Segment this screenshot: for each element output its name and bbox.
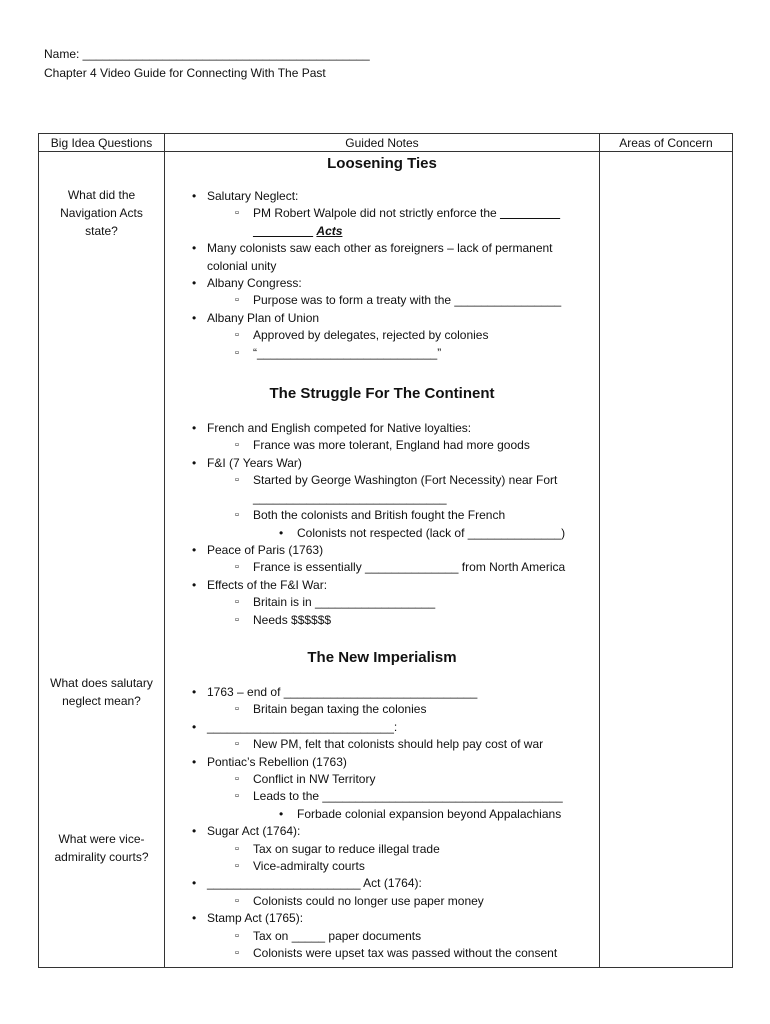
list-item: ▫ Tax on _____ paper documents — [165, 928, 599, 945]
list-item: ▫ Approved by delegates, rejected by colonies — [165, 327, 599, 344]
questions-column — [39, 152, 164, 964]
document-title: Chapter 4 Video Guide for Connecting With The Past — [44, 66, 326, 80]
list-item: • Stamp Act (1765): — [165, 910, 599, 927]
list-item: ▫ France is essentially ______________ from North America — [165, 559, 599, 576]
fill-blank[interactable]: _________ — [500, 206, 561, 221]
list-item: ▫ Vice-admiralty courts — [165, 858, 599, 875]
list-item: ▫ Britain began taxing the colonies — [165, 701, 599, 718]
fill-blank[interactable]: _________ — [253, 223, 314, 238]
list-item: ▫ Started by George Washington (Fort Necessity) near Fort — [165, 472, 599, 489]
name-field[interactable]: Name: ___________________________________________ — [44, 47, 370, 61]
list-item: • Many colonists saw each other as foreigners – lack of permanent — [165, 240, 599, 257]
list-item: • _______________________ Act (1764): — [165, 875, 599, 892]
list-item-text: PM Robert Walpole did not strictly enforce the — [253, 206, 497, 221]
section-title: The Struggle For The Continent — [269, 385, 495, 403]
list-item: ▫ “___________________________” — [165, 345, 599, 362]
list-item: • Sugar Act (1764): — [165, 823, 599, 840]
list-item: ▫ Colonists could no longer use paper money — [165, 893, 599, 910]
list-item: ▫ Purpose was to form a treaty with the ________________ — [165, 292, 599, 309]
list-item — [165, 223, 599, 240]
list-item: • Salutary Neglect: — [165, 188, 599, 205]
list-item: • Pontiac’s Rebellion (1763) — [165, 754, 599, 771]
list-item: • Colonists not respected (lack of ______________) — [165, 525, 599, 542]
areas-of-concern-cell[interactable] — [600, 152, 733, 968]
section-list — [165, 684, 599, 963]
list-item: ▫ Needs $$$$$$ — [165, 612, 599, 629]
section-list — [165, 420, 599, 629]
list-item: • Peace of Paris (1763) — [165, 542, 599, 559]
section-list — [165, 188, 599, 362]
list-item: ▫ New PM, felt that colonists should help pay cost of war — [165, 736, 599, 753]
list-item: ▫ Britain is in __________________ — [165, 594, 599, 611]
list-item: ▫ Tax on sugar to reduce illegal trade — [165, 841, 599, 858]
list-item: • Albany Congress: — [165, 275, 599, 292]
question-salutary-neglect: What does salutary neglect mean? — [50, 676, 153, 708]
list-item: colonial unity — [207, 258, 277, 273]
video-guide-table — [38, 133, 733, 968]
list-item: ▫ Colonists were upset tax was passed without the consent — [165, 945, 599, 962]
list-item: ▫ Leads to the ____________________________________ — [165, 788, 599, 805]
guided-notes-column — [165, 155, 599, 967]
list-item: ▫ Both the colonists and British fought the French — [165, 507, 599, 524]
question-vice-admiralty: What were vice-admirality courts? — [54, 832, 149, 864]
list-item: • Effects of the F&I War: — [165, 577, 599, 594]
section-title: The New Imperialism — [307, 648, 457, 666]
list-item: ▫ France was more tolerant, England had more goods — [165, 437, 599, 454]
col-header-notes: Guided Notes — [165, 134, 600, 152]
col-header-questions: Big Idea Questions — [39, 134, 165, 152]
list-item: • French and English competed for Native loyalties: — [165, 420, 599, 437]
list-item: _____________________________ — [253, 490, 447, 505]
question-navigation-acts: What did the Navigation Acts state? — [60, 188, 143, 238]
list-item: • Forbade colonial expansion beyond Appalachians — [165, 806, 599, 823]
list-item-text: Acts — [316, 223, 343, 238]
list-item: • 1763 – end of _____________________________ — [165, 684, 599, 701]
list-item: • ____________________________: — [165, 719, 599, 736]
list-item: • Albany Plan of Union — [165, 310, 599, 327]
list-item: ▫ Conflict in NW Territory — [165, 771, 599, 788]
col-header-concerns: Areas of Concern — [600, 134, 733, 152]
section-title: Loosening Ties — [327, 155, 437, 172]
list-item — [165, 205, 599, 222]
list-item: • F&I (7 Years War) — [165, 455, 599, 472]
